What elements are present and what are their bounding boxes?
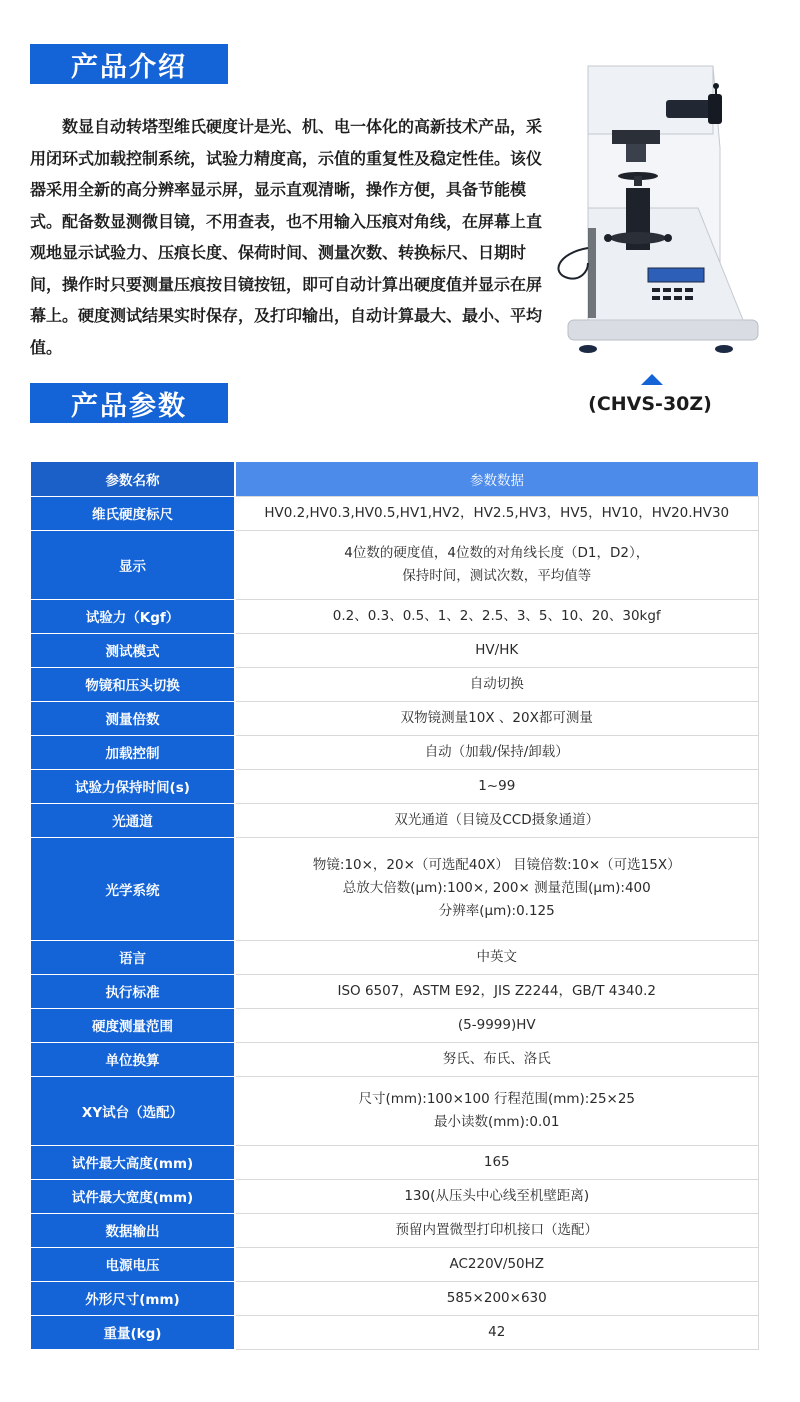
table-row	[31, 1008, 758, 1042]
section-title-params: 产品参数	[30, 383, 228, 423]
param-value-line: ISO 6507，ASTM E92，JIS Z2244，GB/T 4340.2	[337, 982, 656, 999]
param-value	[235, 1008, 758, 1042]
section-title-intro: 产品介绍	[30, 44, 228, 84]
param-label: 测量倍数	[31, 701, 235, 735]
params-table	[31, 462, 759, 1350]
param-label: 维氏硬度标尺	[31, 496, 235, 530]
table-row	[31, 530, 758, 599]
param-label: 加载控制	[31, 735, 235, 769]
header-param-value: 参数数据	[235, 462, 758, 496]
table-row	[31, 599, 758, 633]
param-value-line: 自动切换	[469, 675, 524, 692]
param-value	[235, 803, 758, 837]
table-row	[31, 940, 758, 974]
intro-paragraph: 数显自动转塔型维氏硬度计是光、机、电一体化的高新技术产品，采用闭环式加载控制系统，试验力精度高，示值的重复性及稳定性佳。该仪器采用全新的高分辨率显示屏，显示直观清晰，操作方便，具备节能模式。配备数显测微目镜，不用查表，也不用输入压痕对角线，在屏幕上直观地显示试验力、压痕长度、保荷时间、测量次数、转换标尺、日期时间，操作时只要测量压痕按目镜按钮，即可自动计算出硬度值并显示在屏幕上。硬度测试结果实时保存，及打印输出，自动计算最大、最小、平均值。	[30, 117, 543, 357]
param-value-line: 保持时间，测试次数，平均值等	[402, 567, 592, 584]
table-row	[31, 1247, 758, 1281]
param-value-line: 130(从压头中心线至机壁距离)	[404, 1187, 590, 1204]
param-label: 物镜和压头切换	[31, 667, 235, 701]
param-label: 硬度测量范围	[31, 1008, 235, 1042]
header-param-name: 参数名称	[31, 462, 235, 496]
param-value	[235, 974, 758, 1008]
param-value-line: HV0.2,HV0.3,HV0.5,HV1,HV2，HV2.5,HV3，HV5，HV10，HV20.HV30	[264, 504, 730, 521]
param-value-line: 分辨率(μm):0.125	[438, 903, 555, 919]
table-row	[31, 735, 758, 769]
param-label: 电源电压	[31, 1247, 235, 1281]
param-value-line: 预留内置微型打印机接口（选配）	[395, 1221, 598, 1238]
param-label: 语言	[31, 940, 235, 974]
param-value	[235, 599, 758, 633]
param-label: 光学系统	[31, 837, 235, 940]
table-row	[31, 1179, 758, 1213]
table-row	[31, 1315, 758, 1349]
param-label: 执行标准	[31, 974, 235, 1008]
param-value-line: AC220V/50HZ	[449, 1255, 545, 1272]
param-value-line: 165	[483, 1153, 510, 1170]
param-value	[235, 1145, 758, 1179]
param-value	[235, 940, 758, 974]
param-label: XY试台（选配）	[31, 1076, 235, 1145]
param-value	[235, 496, 758, 530]
table-row	[31, 1281, 758, 1315]
table-row	[31, 974, 758, 1008]
param-value-line: 双光通道（目镜及CCD摄象通道）	[394, 811, 600, 828]
param-label: 重量(kg)	[31, 1315, 235, 1349]
table-row	[31, 701, 758, 735]
param-label: 数据输出	[31, 1213, 235, 1247]
param-value-line: 尺寸(mm):100×100 行程范围(mm):25×25	[358, 1090, 636, 1107]
param-label: 测试模式	[31, 633, 235, 667]
param-value-line: 物镜:10×，20×（可选配40X） 目镜倍数:10×（可选15X）	[312, 857, 681, 873]
param-value	[235, 837, 758, 940]
table-row	[31, 633, 758, 667]
param-label: 外形尺寸(mm)	[31, 1281, 235, 1315]
param-value-line: 1~99	[478, 777, 516, 794]
table-row	[31, 1076, 758, 1145]
table-row	[31, 803, 758, 837]
param-label: 试验力保持时间(s)	[31, 769, 235, 803]
param-value	[235, 769, 758, 803]
param-label: 试件最大宽度(mm)	[31, 1179, 235, 1213]
param-value	[235, 1076, 758, 1145]
table-row	[31, 1145, 758, 1179]
param-value-line: 总放大倍数(μm):100×, 200× 测量范围(μm):400	[342, 880, 651, 896]
param-value	[235, 667, 758, 701]
param-value-line: 努氏、布氏、洛氏	[442, 1050, 551, 1067]
param-value	[235, 1213, 758, 1247]
param-value-line: 中英文	[476, 948, 517, 965]
param-value	[235, 1179, 758, 1213]
param-value-line: 自动（加载/保持/卸载）	[424, 743, 569, 760]
param-label: 光通道	[31, 803, 235, 837]
param-label: 显示	[31, 530, 235, 599]
hardness-tester-machine-image	[548, 58, 760, 358]
param-label: 试件最大高度(mm)	[31, 1145, 235, 1179]
param-value	[235, 633, 758, 667]
param-value	[235, 1247, 758, 1281]
table-row	[31, 769, 758, 803]
param-value	[235, 1315, 758, 1349]
param-value-line: 42	[488, 1323, 506, 1340]
param-label: 试验力（Kgf）	[31, 599, 235, 633]
param-value-line: 最小读数(mm):0.01	[434, 1113, 560, 1130]
table-row	[31, 1042, 758, 1076]
param-value-line: 585×200×630	[446, 1289, 547, 1306]
param-value-line: 0.2、0.3、0.5、1、2、2.5、3、5、10、20、30kgf	[332, 607, 661, 624]
model-pointer-triangle	[641, 374, 663, 385]
table-row	[31, 496, 758, 530]
param-value	[235, 1042, 758, 1076]
param-value	[235, 735, 758, 769]
param-value	[235, 701, 758, 735]
param-value	[235, 1281, 758, 1315]
param-value-line: HV/HK	[475, 641, 519, 658]
table-row	[31, 1213, 758, 1247]
param-value-line: 双物镜测量10X 、20X都可测量	[400, 709, 593, 726]
param-value	[235, 530, 758, 599]
param-label: 单位换算	[31, 1042, 235, 1076]
table-row	[31, 667, 758, 701]
param-value-line: 4位数的硬度值，4位数的对角线长度（D1，D2），	[344, 544, 650, 561]
table-row	[31, 837, 758, 940]
product-model: (CHVS-30Z)	[588, 393, 712, 415]
param-value-line: (5-9999)HV	[457, 1016, 536, 1033]
